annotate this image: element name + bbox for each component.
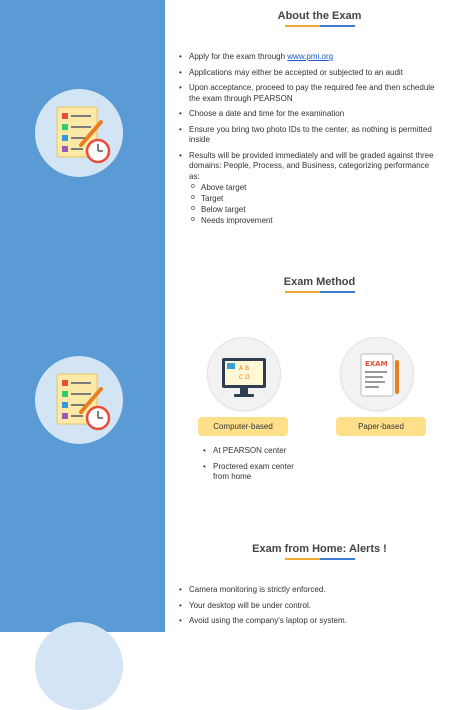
- checklist-clock-icon: [35, 89, 123, 177]
- title-underline: [285, 25, 355, 27]
- results-levels-list: [189, 183, 439, 227]
- list-item: [177, 125, 439, 146]
- bullet-text: Results will be provided immediately and will be graded against three domains: People, Process, and Business, categorizing performance as:: [189, 150, 434, 181]
- bullet-text: Ensure you bring two photo IDs to the center, as nothing is permitted inside: [189, 124, 432, 144]
- list-item: [177, 601, 439, 612]
- svg-text:C D: C D: [239, 374, 250, 381]
- list-item: [177, 83, 439, 104]
- pmi-link[interactable]: www.pmi.org: [287, 52, 334, 61]
- computer-exam-icon: [207, 337, 281, 411]
- alerts-list: [177, 585, 439, 632]
- method-section-title: [165, 276, 474, 293]
- checklist-clock-icon: [35, 622, 123, 710]
- results-level: o Above target: [189, 183, 439, 194]
- list-item: [177, 52, 439, 63]
- list-item: [177, 151, 439, 227]
- bullet-text: Apply for the exam through: [189, 52, 288, 61]
- bullet-text: At PEARSON center: [213, 446, 287, 455]
- alerts-section-title: [165, 543, 474, 560]
- list-item: [177, 585, 439, 596]
- about-section-title: [165, 10, 474, 27]
- bullet-text: Your desktop will be under control.: [189, 600, 311, 610]
- results-level: o Target: [189, 194, 439, 205]
- computer-method-list: [201, 446, 311, 488]
- bullet-text: Proctered exam center from home: [213, 461, 294, 481]
- list-item: [201, 462, 311, 483]
- list-item: [177, 109, 439, 120]
- paper-based-button[interactable]: Paper-based: [336, 417, 426, 436]
- bullet-text: Upon acceptance, proceed to pay the required fee and then schedule the exam through PEARSON: [189, 83, 435, 103]
- checklist-clock-icon: [35, 356, 123, 444]
- about-list: [177, 52, 439, 231]
- alerts-title-text: Exam from Home: Alerts !: [252, 543, 387, 555]
- list-item: [177, 68, 439, 79]
- bullet-text: Applications may either be accepted or subjected to an audit: [189, 67, 403, 77]
- list-item: [177, 616, 439, 627]
- list-item: [201, 446, 311, 457]
- results-level: o Needs improvement: [189, 216, 439, 227]
- about-title-text: About the Exam: [277, 10, 362, 22]
- paper-icon-text: EXAM: [365, 360, 388, 368]
- computer-based-button[interactable]: Computer-based: [198, 417, 288, 436]
- bullet-text: Choose a date and time for the examination: [189, 109, 345, 118]
- bullet-text: Avoid using the company's laptop or system.: [189, 616, 347, 625]
- svg-text:A B: A B: [239, 365, 250, 372]
- bullet-text: Camera monitoring is strictly enforced.: [189, 585, 326, 594]
- title-underline: [285, 291, 355, 293]
- main-content: [165, 0, 474, 632]
- paper-exam-icon: [340, 337, 414, 411]
- results-level: o Below target: [189, 205, 439, 216]
- title-underline: [285, 558, 355, 560]
- method-title-text: Exam Method: [283, 276, 356, 288]
- sidebar: [0, 0, 165, 632]
